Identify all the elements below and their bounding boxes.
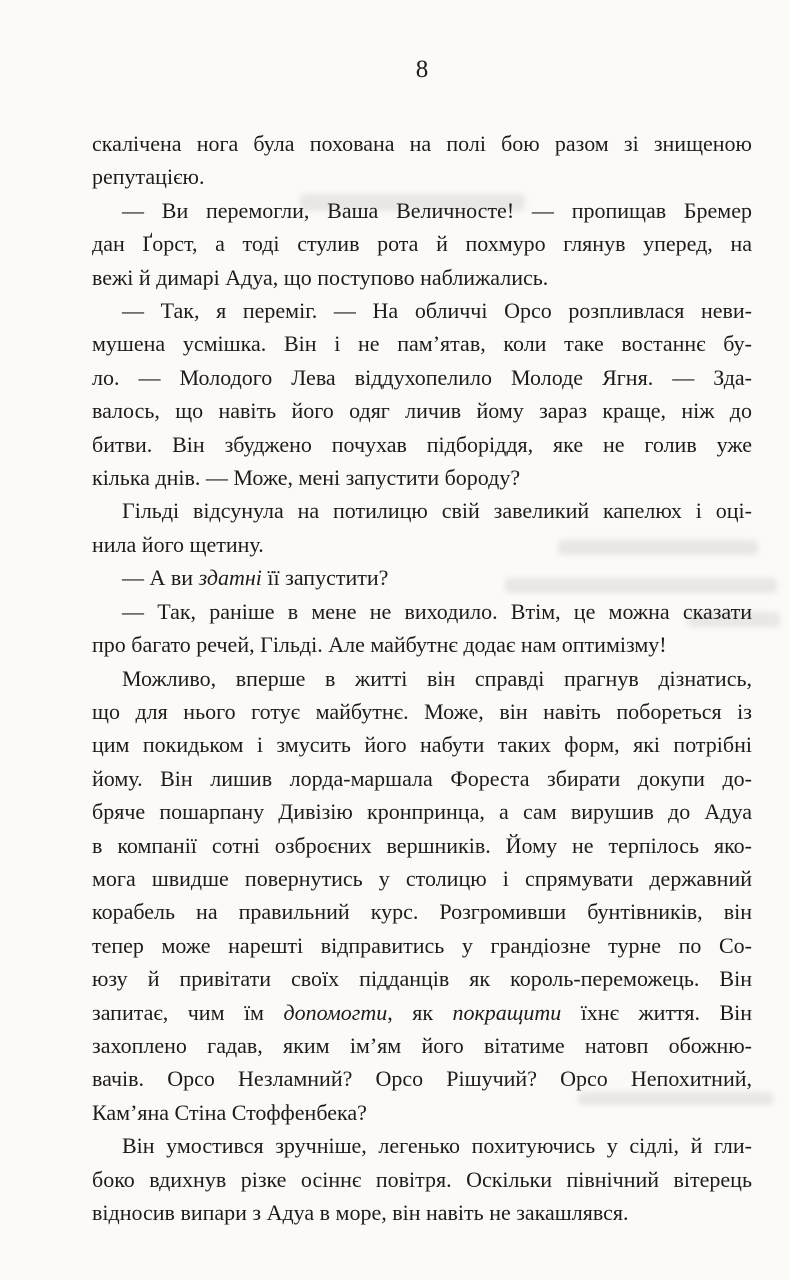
paragraph (92, 494, 752, 561)
paragraph (92, 561, 752, 594)
text-line: корабель на правильний курс. Розгромивши бунтівників, він (92, 899, 752, 925)
text-line: цим покидьком і змусить його набути таких форм, які потрібні (92, 732, 752, 758)
text-line: запитає, чим їм допомогти, як покращити їхнє життя. Він (92, 999, 752, 1025)
page-number: 8 (415, 56, 429, 83)
text-line: вежі й димарі Адуа, що поступово наближались. (92, 264, 549, 290)
text-line: Гільді відсунула на потилицю свій завеликий капелюх і оці- (122, 498, 752, 524)
italic-text: здатні (198, 565, 262, 591)
paragraph (92, 127, 752, 194)
text-line: бряче пошарпану Дивізію кронпринца, а сам вирушив до Адуа (92, 799, 752, 825)
text-line: йому. Він лишив лорда-маршала Фореста збирати докупи до- (92, 765, 752, 791)
text-line: репутацією. (92, 164, 205, 190)
text-line: — Ви перемогли, Ваша Величносте! — пропищав Бремер (122, 197, 752, 223)
paragraph (92, 294, 752, 494)
text-line: — Так, раніше в мене не виходило. Втім, це можна сказати (122, 598, 752, 624)
text-line: тепер може нарешті відправитись у грандіозне турне по Со- (92, 932, 752, 958)
text-line: в компанії сотні озброєних вершників. Йому не терпілось яко- (92, 832, 752, 858)
text-line: Він умостився зручніше, легенько похитуючись у сідлі, й гли- (122, 1133, 752, 1159)
text-line: боко вдихнув різке осіннє повітря. Оскільки північний вітерець (92, 1166, 752, 1192)
text-line: скалічена нога була похована на полі бою разом зі знищеною (92, 131, 752, 156)
text-line: битви. Він збуджено почухав підборіддя, яке не голив уже (92, 431, 752, 457)
text-line: юзу й привітати своїх підданців як король-переможець. Він (92, 966, 752, 992)
text-line: про багато речей, Гільді. Але майбутнє додає нам оптимізму! (92, 632, 667, 658)
text-line: відносив випари з Адуа в море, він навіть не закашлявся. (92, 1200, 629, 1225)
text-line: валось, що навіть його одяг личив йому зараз краще, ніж до (92, 398, 752, 424)
italic-text: покращити (452, 999, 562, 1025)
text-line: що для нього готує майбутнє. Може, він навіть побореться із (92, 698, 752, 724)
text-line: мушена усмішка. Він і не пам’ятав, коли таке востаннє бу- (92, 331, 752, 357)
page-text (92, 127, 752, 1229)
paragraph (92, 595, 752, 662)
paragraph (92, 1129, 752, 1229)
text-line: захоплено гадав, яким ім’ям його вітатиме натовп обожню- (92, 1032, 752, 1058)
text-line: дан Ґорст, а тоді стулив рота й похмуро глянув уперед, на (92, 231, 752, 257)
italic-text: допомогти (283, 999, 388, 1025)
paragraph (92, 194, 752, 294)
text-line: Кам’яна Стіна Стоффенбека? (92, 1099, 367, 1125)
text-line: мога швидше повернутись у столицю і спрямувати державний (92, 865, 752, 891)
paragraph (92, 662, 752, 1130)
text-line: Можливо, вперше в житті він справді прагнув дізнатись, (122, 665, 752, 691)
text-line: вачів. Орсо Незламний? Орсо Рішучий? Орсо Непохитний, (92, 1066, 752, 1092)
text-line: нила його щетину. (92, 531, 264, 557)
text-line: ло. — Молодого Лева віддухопелило Молоде Ягня. — Зда- (92, 364, 752, 390)
text-line: — А ви здатні її запустити? (122, 565, 389, 591)
text-line: кілька днів. — Може, мені запустити бороду? (92, 465, 521, 491)
text-line: — Так, я переміг. — На обличчі Орсо розпливлася неви- (122, 298, 752, 324)
